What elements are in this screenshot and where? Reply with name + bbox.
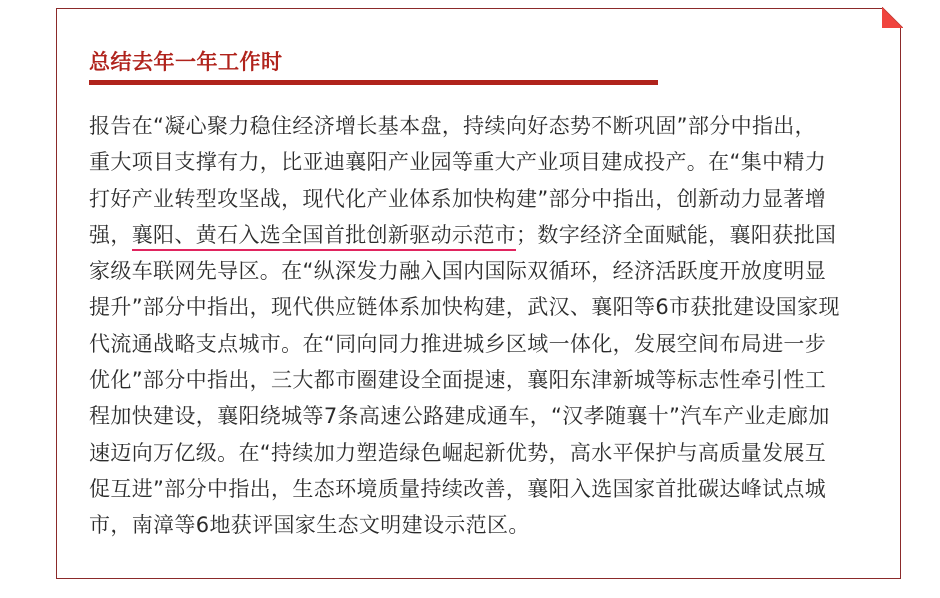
paragraph-line: 提升”部分中指出，现代供应链体系加快构建，武汉、襄阳等6市获批建设国家现: [89, 295, 840, 320]
paragraph-line: 重大项目支撑有力，比亚迪襄阳产业园等重大产业项目建成投产。在“集中精力: [89, 150, 827, 175]
paragraph-line-highlighted: [89, 217, 889, 253]
corner-fold-icon: [882, 7, 903, 28]
section-title: 总结去年一年工作时: [89, 50, 283, 74]
paragraph-line: 报告在“凝心聚力稳住经济增长基本盘，持续向好态势不断巩固”部分中指出，: [89, 114, 817, 138]
paragraph-line: 代流通战略支点城市。在“同向同力推进城乡区域一体化，发展空间布局进一步: [89, 331, 827, 356]
paragraph-line: 速迈向万亿级。在“持续加力塑造绿色崛起新优势，高水平保护与高质量发展互: [89, 440, 827, 465]
line-prefix: 强，: [89, 222, 132, 247]
paragraph-line: 优化”部分中指出，三大都市圈建设全面提速，襄阳东津新城等标志性牵引性工: [89, 368, 827, 393]
paragraph-line: 市，南漳等6地获评国家生态文明建设示范区。: [89, 513, 530, 538]
paragraph-line: 打好产业转型攻坚战，现代化产业体系加快构建”部分中指出，创新动力显著增: [89, 186, 827, 211]
title-underline-bar: [89, 80, 658, 85]
paragraph-line: 促互进”部分中指出，生态环境质量持续改善，襄阳入选国家首批碳达峰试点城: [89, 476, 827, 501]
line-suffix: ；数字经济全面赋能，襄阳获批国: [516, 222, 837, 247]
paragraph-line: 家级车联网先导区。在“纵深发力融入国内国际双循环，经济活跃度开放度明显: [89, 259, 827, 284]
paragraph-line: 程加快建设，襄阳绕城等7条高速公路建成通车，“汉孝随襄十”汽车产业走廊加: [89, 404, 830, 429]
highlighted-phrase: 襄阳、黄石入选全国首批创新驱动示范市: [132, 223, 516, 251]
paragraph: [89, 108, 889, 544]
